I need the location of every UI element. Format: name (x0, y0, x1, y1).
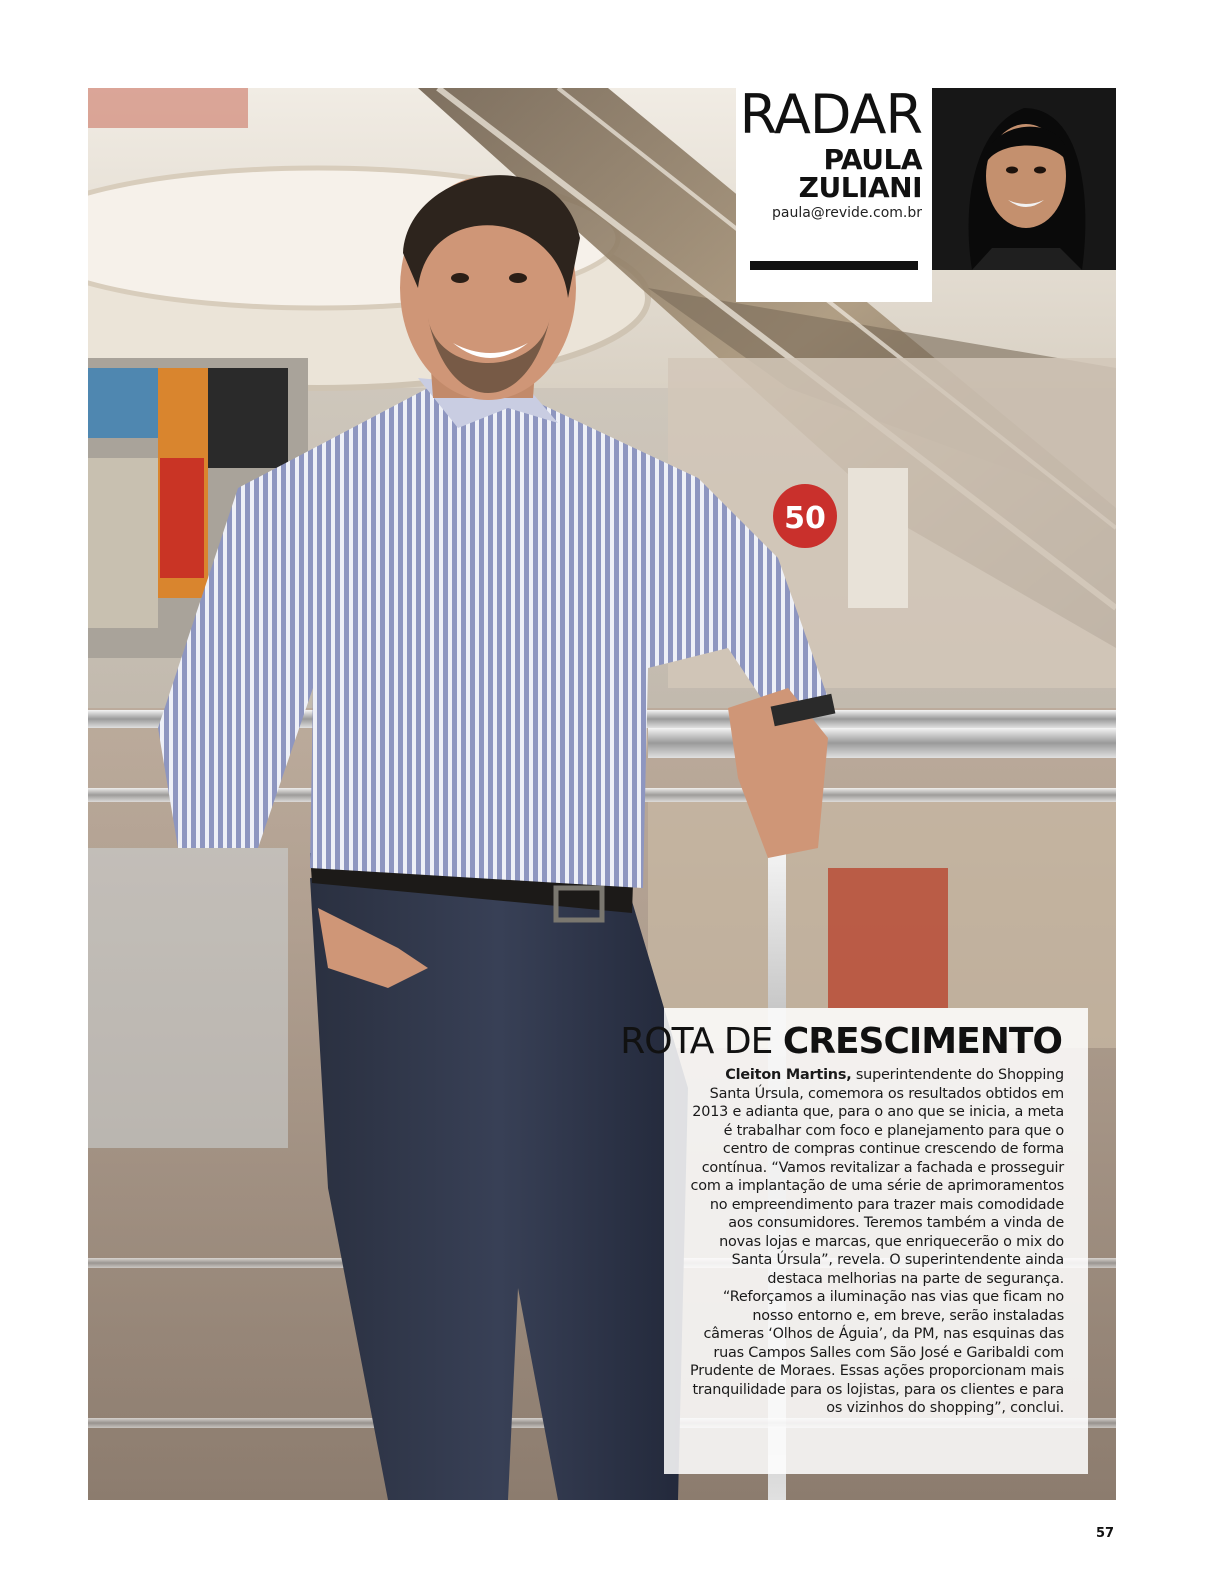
article-body-text: superintendente do Shopping Santa Úrsula, comemora os resultados obtidos em 2013 e adianta que, para o ano que se inicia, a meta é trabalhar com foco e planejamento para que o centro de compras continue crescendo de forma contínua. “Vamos revitalizar a fachada e prosseguir com a implantação de uma série de aprimoramentos no empreendimento para trazer mais comodidade aos consumidores. Teremos também a vinda de novas lojas e marcas, que enriquecerão o mix do Santa Úrsula”, revela. O superintendente ainda destaca melhorias na parte de segurança. “Reforçamos a iluminação nas vias que ficam no nosso entorno e, em breve, serão instaladas câmeras ‘Olhos de Águia’, da PM, nas esquinas das ruas Campos Salles com São José e Garibaldi com Prudente de Moraes. Essas ações proporcionam mais tranquilidade para os lojistas, para os clientes e para os vizinhos do shopping”, conclui. (690, 1067, 1064, 1416)
headline-bold: CRESCIMENTO (782, 1021, 1062, 1062)
article-panel (620, 1008, 1088, 1474)
article-body (688, 1066, 1064, 1418)
author-email[interactable]: paula@revide.com.br (772, 205, 922, 221)
author-name (798, 143, 922, 204)
author-first-name: PAULA (823, 143, 922, 176)
column-header (736, 83, 932, 302)
sale-sign-text: 50 (784, 501, 826, 536)
header-rule (750, 261, 918, 270)
article-lead-name: Cleiton Martins, (725, 1067, 852, 1083)
author-last-name: ZULIANI (798, 171, 922, 204)
article-headline (620, 1021, 1062, 1062)
columnist-portrait (932, 88, 1116, 270)
headline-light: ROTA DE (620, 1021, 773, 1062)
section-title: RADAR (739, 83, 922, 146)
page-number: 57 (1096, 1526, 1115, 1541)
columnist-portrait-image (932, 88, 1116, 270)
